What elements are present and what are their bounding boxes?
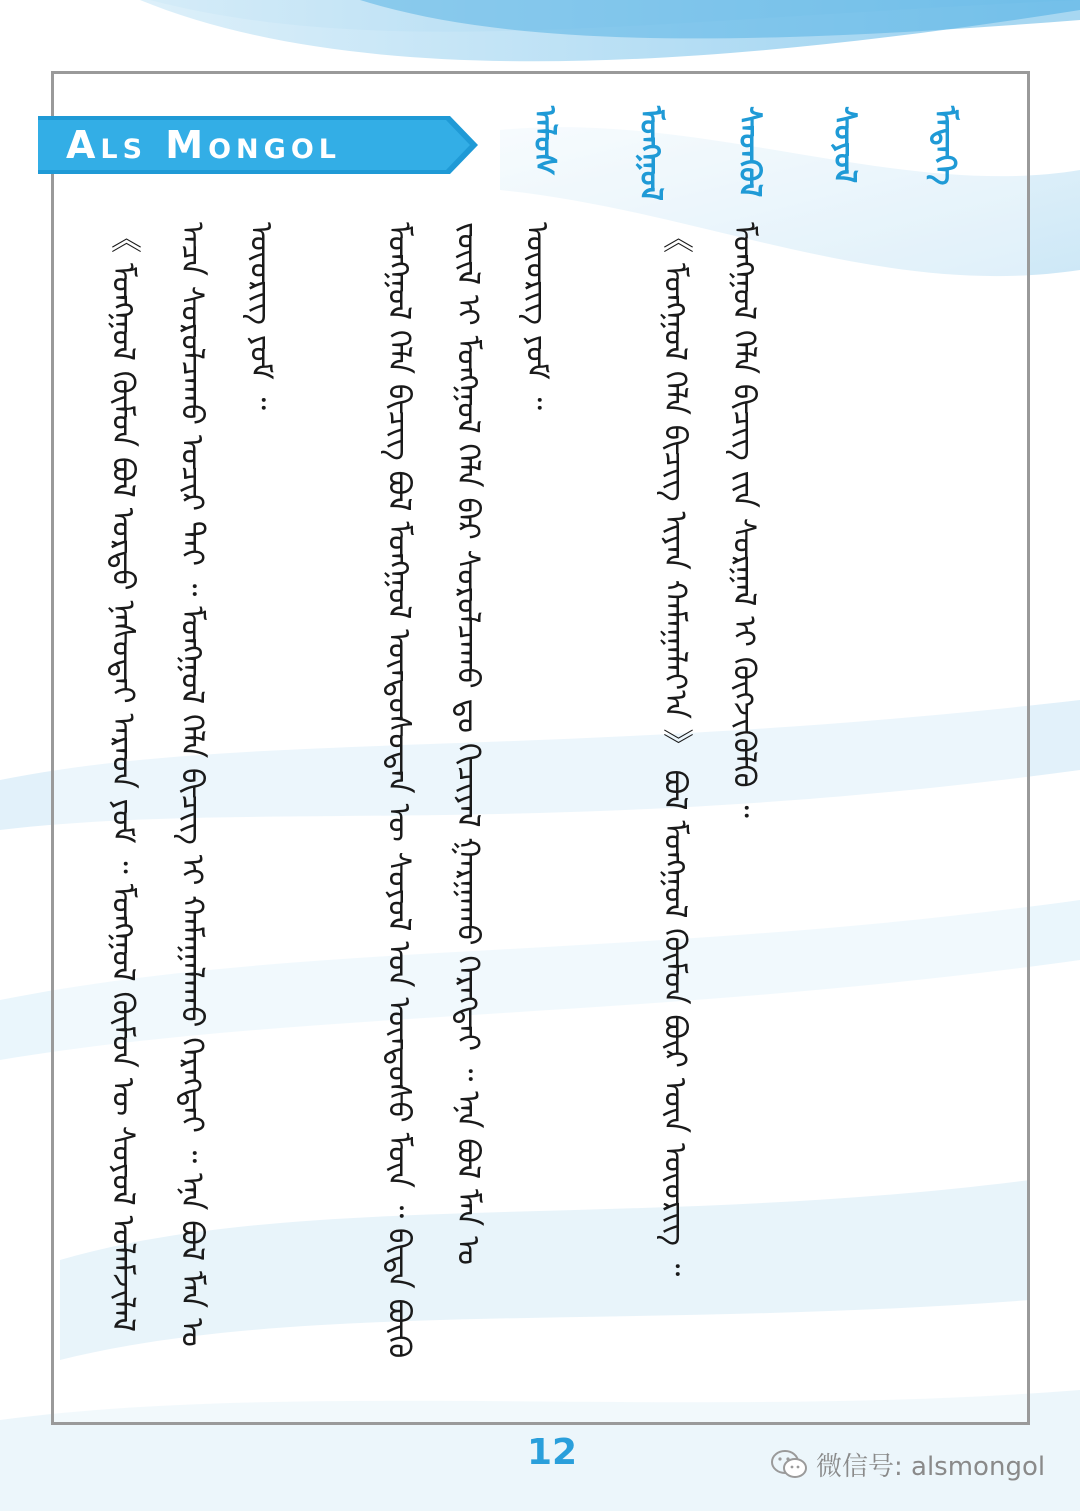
body-text xyxy=(88,222,988,1372)
header-word-1: ᠠᠯᠤᠰ xyxy=(527,106,562,176)
wechat-id xyxy=(770,1444,1045,1484)
wechat-id-text: 微信号: alsmongol xyxy=(816,1451,1046,1482)
brand-title: Als Mongol xyxy=(66,123,341,167)
header-word-4: ᠰᠣᠶᠣᠯ xyxy=(827,106,862,184)
header-word-2: ᠮᠣᠩᠭᠣᠯ xyxy=(633,106,668,201)
header-word-3: ᠰᠡᠳᠬᠦᠯ xyxy=(732,106,767,198)
body-paragraph-1: 《 ᠮᠣᠩᠭᠣᠯ ᠬᠦᠮᠦᠨ ᠪᠣᠯ ᠤᠷᠲᠤ ᠨᠠᠰᠤᠲᠠᠢ ᠠᠷᠠᠳ ᠶᠤᠮ ᠃ ᠮᠣᠩᠭᠣᠯ ᠬᠦᠮᠦᠨ ᠦ ᠰᠣᠶᠣᠯ ᠤᠯᠠᠮᠵᠢᠯᠠᠯ ᠠᠴᠠ ᠰᠤᠷᠤᠯᠴᠠᠬᠤ ᠤᠴᠢᠷ ᠲᠠᠢ ᠃ ᠮᠣᠩᠭᠣᠯ ᠬᠡᠯᠡ ᠪᠢᠴᠢᠭ ᠢ ᠬᠠᠮᠠᠭᠠᠯᠠᠬᠤ ᠬᠡᠷᠡᠭᠲᠡᠢ ᠃ ᠡᠨᠡ ᠪᠣᠯ ᠮᠠᠨ ᠤ ᠦᠦᠷᠢᠭ ᠶᠤᠮ ᠃ xyxy=(105,222,279,1357)
body-paragraph-2: ᠮᠣᠩᠭᠣᠯ ᠬᠡᠯᠡ ᠪᠢᠴᠢᠭ ᠪᠣᠯ ᠮᠣᠩᠭᠣᠯ ᠦᠨᠳᠦᠰᠦᠲᠡᠨ ᠦ ᠰᠣᠶᠣᠯ ᠤᠨ ᠦᠨᠳᠦᠰᠦ ᠮᠥᠨ ᠃ ᠪᠢᠳᠡ ᠪᠦᠬᠦ ᠵᠦᠢᠯ ᠢ ᠮᠣᠩᠭᠣᠯ ᠬᠡᠯᠡ ᠪᠡᠷ ᠰᠤᠷᠤᠯᠴᠠᠬᠤ ᠳᠤ ᠬᠢᠴᠢᠶᠡᠯ ᠭᠠᠷᠭᠠᠬᠤ ᠬᠡᠷᠡᠭᠲᠡᠢ ᠃ ᠡᠨᠡ ᠪᠣᠯ ᠮᠠᠨ ᠤ ᠦᠦᠷᠢᠭ ᠶᠤᠮ ᠃ xyxy=(381,222,555,1369)
header-word-5: ᠮᠡᠳᠡᠭᠡ xyxy=(927,106,962,186)
brand-banner xyxy=(38,116,478,174)
body-paragraph-3: 《 ᠮᠣᠩᠭᠣᠯ ᠬᠡᠯᠡ ᠪᠢᠴᠢᠭ ᠢᠶᠡᠨ ᠬᠠᠮᠠᠭᠠᠯᠠᠶ᠎ᠠ 》 ᠪᠣᠯ ᠮᠣᠩᠭᠣᠯ ᠬᠦᠮᠦᠨ ᠪᠦᠷ ᠦᠨ ᠦᠦᠷᠢᠭ ᠃ ᠮᠣᠩᠭᠣᠯ ᠬᠡᠯᠡ ᠪᠢᠴᠢᠭ ᠵᠢᠨ ᠰᠤᠷᠭᠠᠯ ᠢ ᠬᠥᠭᠵᠢᠭᠦᠯᠬᠦ ᠃ xyxy=(657,222,762,1287)
page-number: 12 xyxy=(526,1432,578,1473)
wechat-icon xyxy=(770,1449,808,1479)
